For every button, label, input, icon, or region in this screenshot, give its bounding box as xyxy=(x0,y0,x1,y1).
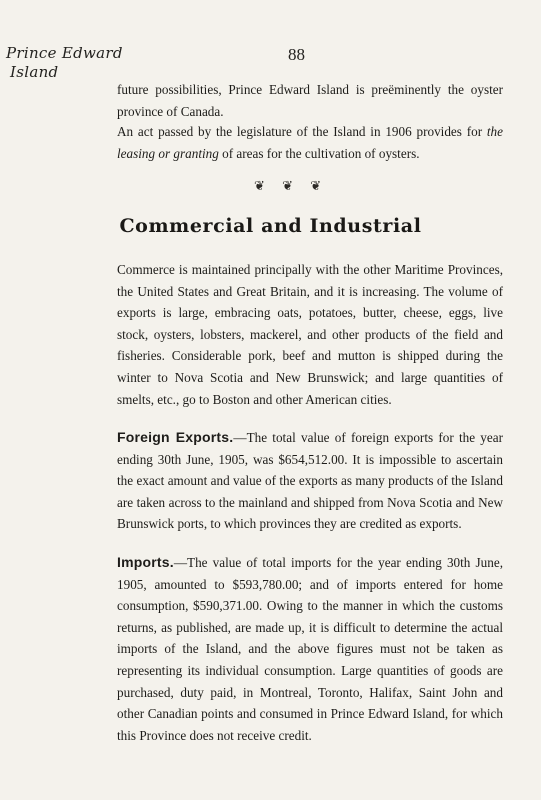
ornament-divider: ❦ ❦ ❦ xyxy=(254,178,329,193)
running-head-line1: Prince Edward xyxy=(6,44,123,62)
foreign-exports-heading: Foreign Exports. xyxy=(117,429,234,445)
paragraph-commerce: Commerce is maintained principally with the other Maritime Provinces, the United States and Great Britain, and it is increasing. The volume of exports is large, embracing oats, potatoes, butter, cheese, eggs, live stock, oysters, lobsters, mackerel, and other products of the field and fisheries. Considerable pork, beef and mutton is shipped during the winter to Nova Scotia and New Brunswick; and large quantities of smelts, etc., go to Boston and other American cities. xyxy=(117,262,503,407)
imports-heading: Imports. xyxy=(117,554,174,570)
paragraph-oyster-act-italic: the leasing or granting xyxy=(117,124,503,161)
paragraph-imports xyxy=(117,552,503,746)
paragraph-oyster-province: future possibilities, Prince Edward Island is preëminently the oyster province of Canada. xyxy=(117,82,503,119)
paragraph-foreign-exports xyxy=(117,427,503,535)
imports-text: —The value of total imports for the year ending 30th June, 1905, amounted to $593,780.00; and of imports entered for home consumption, $590,371.00. Owing to the manner in which the customs returns, as published, are made up, it is difficult to determine the actual imports of the Island, and the above figures must not be taken as representing its individual consumption. Large quantities of goods are purchased, duty paid, in Montreal, Toronto, Halifax, Saint John and other Canadian points and consumed in Prince Edward Island, for which this Province does not receive credit. xyxy=(117,555,503,743)
paragraph-oyster-act xyxy=(117,121,503,164)
page-number: 88 xyxy=(288,45,305,64)
running-head-line2: Island xyxy=(10,63,59,81)
paragraph-oyster-act-end: of areas for the cultivation of oysters. xyxy=(218,145,420,161)
section-heading: Commercial and Industrial xyxy=(119,215,422,237)
running-head xyxy=(6,44,123,82)
foreign-exports-text: —The total value of foreign exports for the year ending 30th June, 1905, was $654,512.00. It is impossible to ascertain the exact amount and value of the exports as many products of the Island are taken across to the mainland and shipped from Nova Scotia and New Brunswick ports, to which provinces they are credited as exports. xyxy=(117,430,503,532)
paragraph-oyster-act-start: An act passed by the legislature of the Island in 1906 provides for xyxy=(117,124,487,139)
